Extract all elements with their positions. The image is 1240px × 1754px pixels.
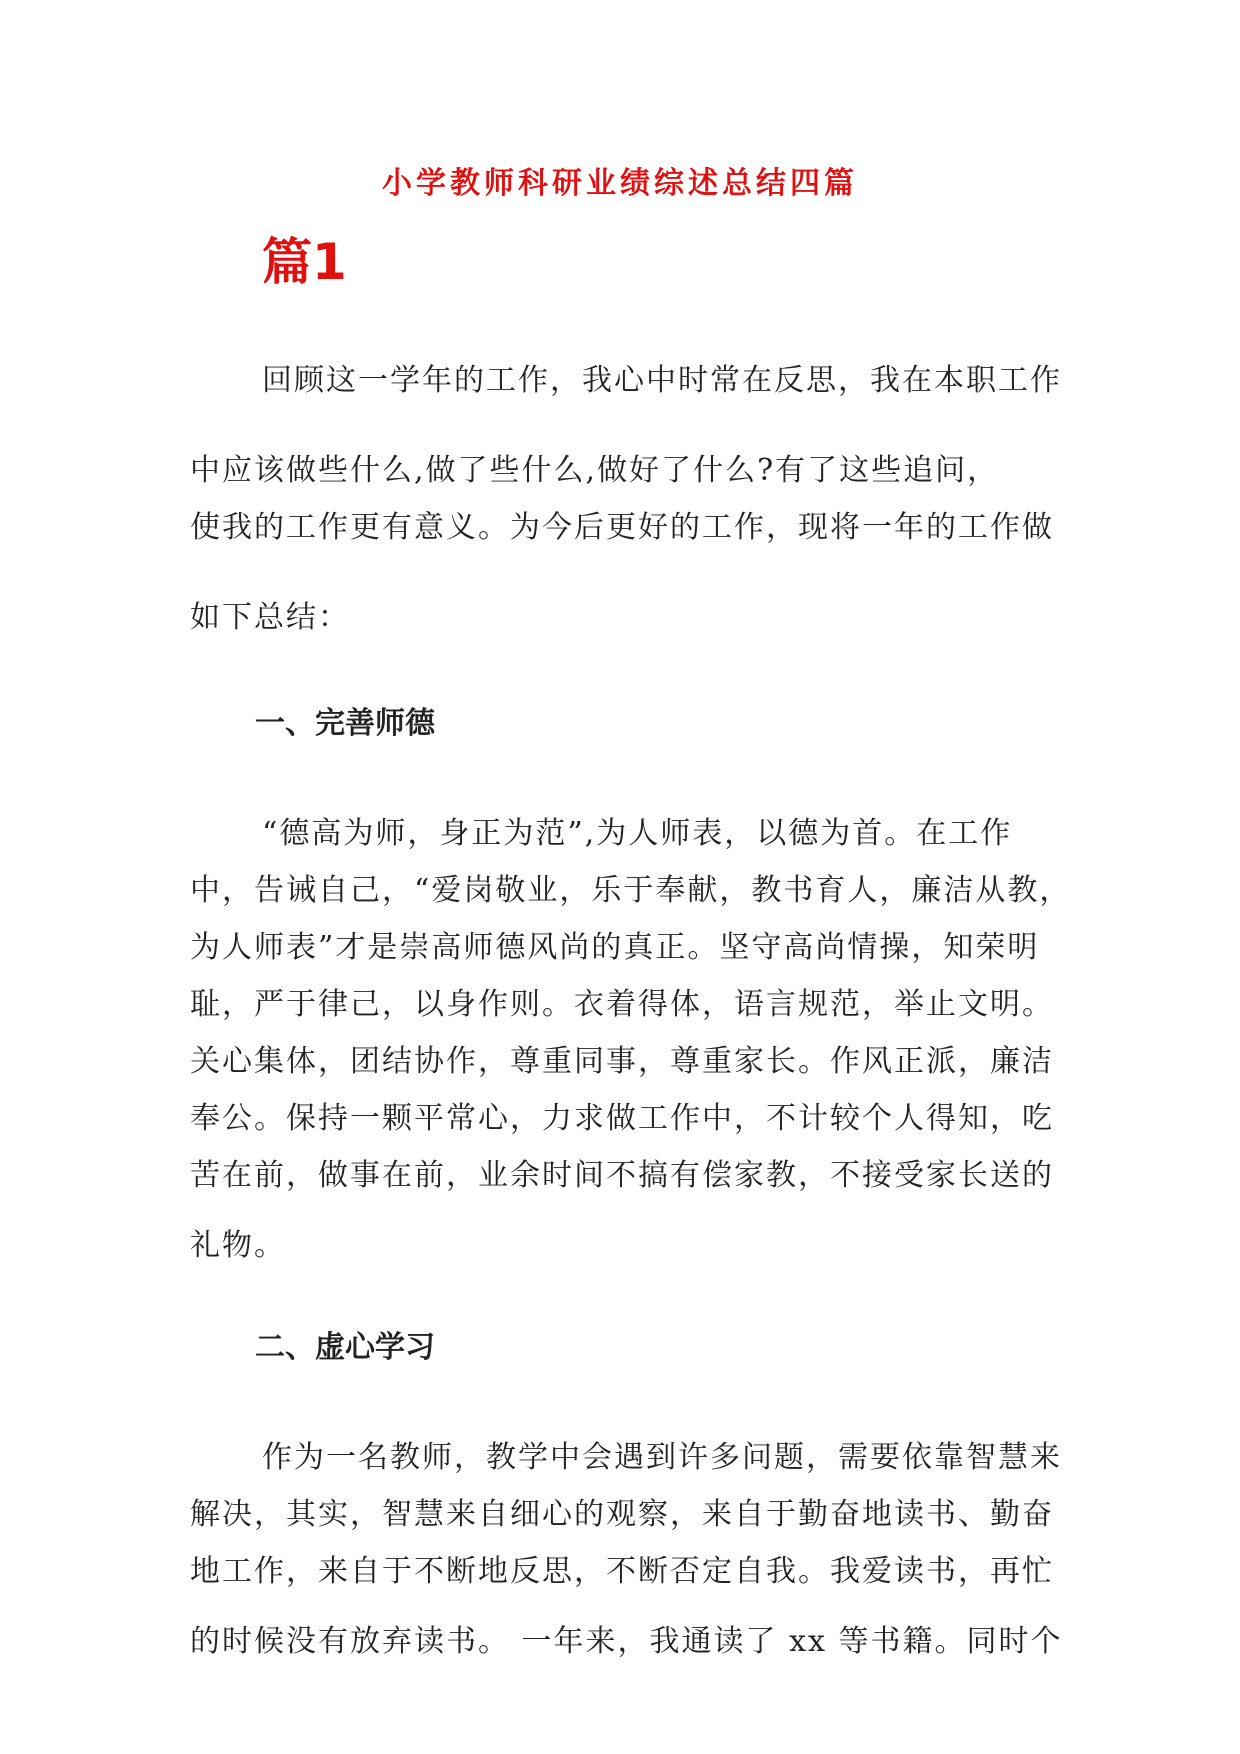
intro-line: 回顾这一学年的工作，我心中时常在反思，我在本职工作 bbox=[262, 363, 1062, 398]
paragraph-line: 奉公。保持一颗平常心，力求做工作中，不计较个人得知，吃 bbox=[190, 1101, 1054, 1136]
paragraph-line: 解决，其实，智慧来自细心的观察，来自于勤奋地读书、勤奋 bbox=[190, 1497, 1054, 1532]
intro-line: 中应该做些什么,做了些什么,做好了什么?有了这些追问， bbox=[190, 453, 1000, 488]
paragraph-line: 苦在前，做事在前，业余时间不搞有偿家教，不接受家长送的 bbox=[190, 1158, 1054, 1193]
section-heading: 一、完善师德 bbox=[255, 706, 435, 741]
intro-line: 使我的工作更有意义。为今后更好的工作，现将一年的工作做 bbox=[190, 510, 1054, 545]
paragraph-line: 的时候没有放弃读书。 一年来，我通读了 xx 等书籍。同时个 bbox=[190, 1624, 1063, 1659]
paragraph-line: 关心集体，团结协作，尊重同事，尊重家长。作风正派，廉洁 bbox=[190, 1044, 1054, 1079]
paragraph-line: 为人师表”才是崇高师德风尚的真正。坚守高尚情操，知荣明 bbox=[190, 930, 1040, 965]
paragraph-line: 中，告诫自己，“爱岗敬业，乐于奉献，教书育人，廉洁从教， bbox=[190, 873, 1072, 908]
paragraph-line: 礼物。 bbox=[190, 1228, 286, 1263]
paragraph-line: “德高为师，身正为范”,为人师表，以德为首。在工作 bbox=[262, 816, 1013, 851]
part-label: 篇1 bbox=[262, 233, 347, 291]
paragraph-line: 耻，严于律己，以身作则。衣着得体，语言规范，举止文明。 bbox=[190, 987, 1054, 1022]
paragraph-line: 作为一名教师，教学中会遇到许多问题，需要依靠智慧来 bbox=[262, 1440, 1062, 1475]
paragraph-line: 地工作，来自于不断地反思，不断否定自我。我爱读书，再忙 bbox=[190, 1554, 1054, 1589]
section-heading: 二、虚心学习 bbox=[255, 1330, 435, 1365]
intro-line: 如下总结： bbox=[190, 600, 350, 635]
document-title: 小学教师科研业绩综述总结四篇 bbox=[382, 166, 858, 201]
